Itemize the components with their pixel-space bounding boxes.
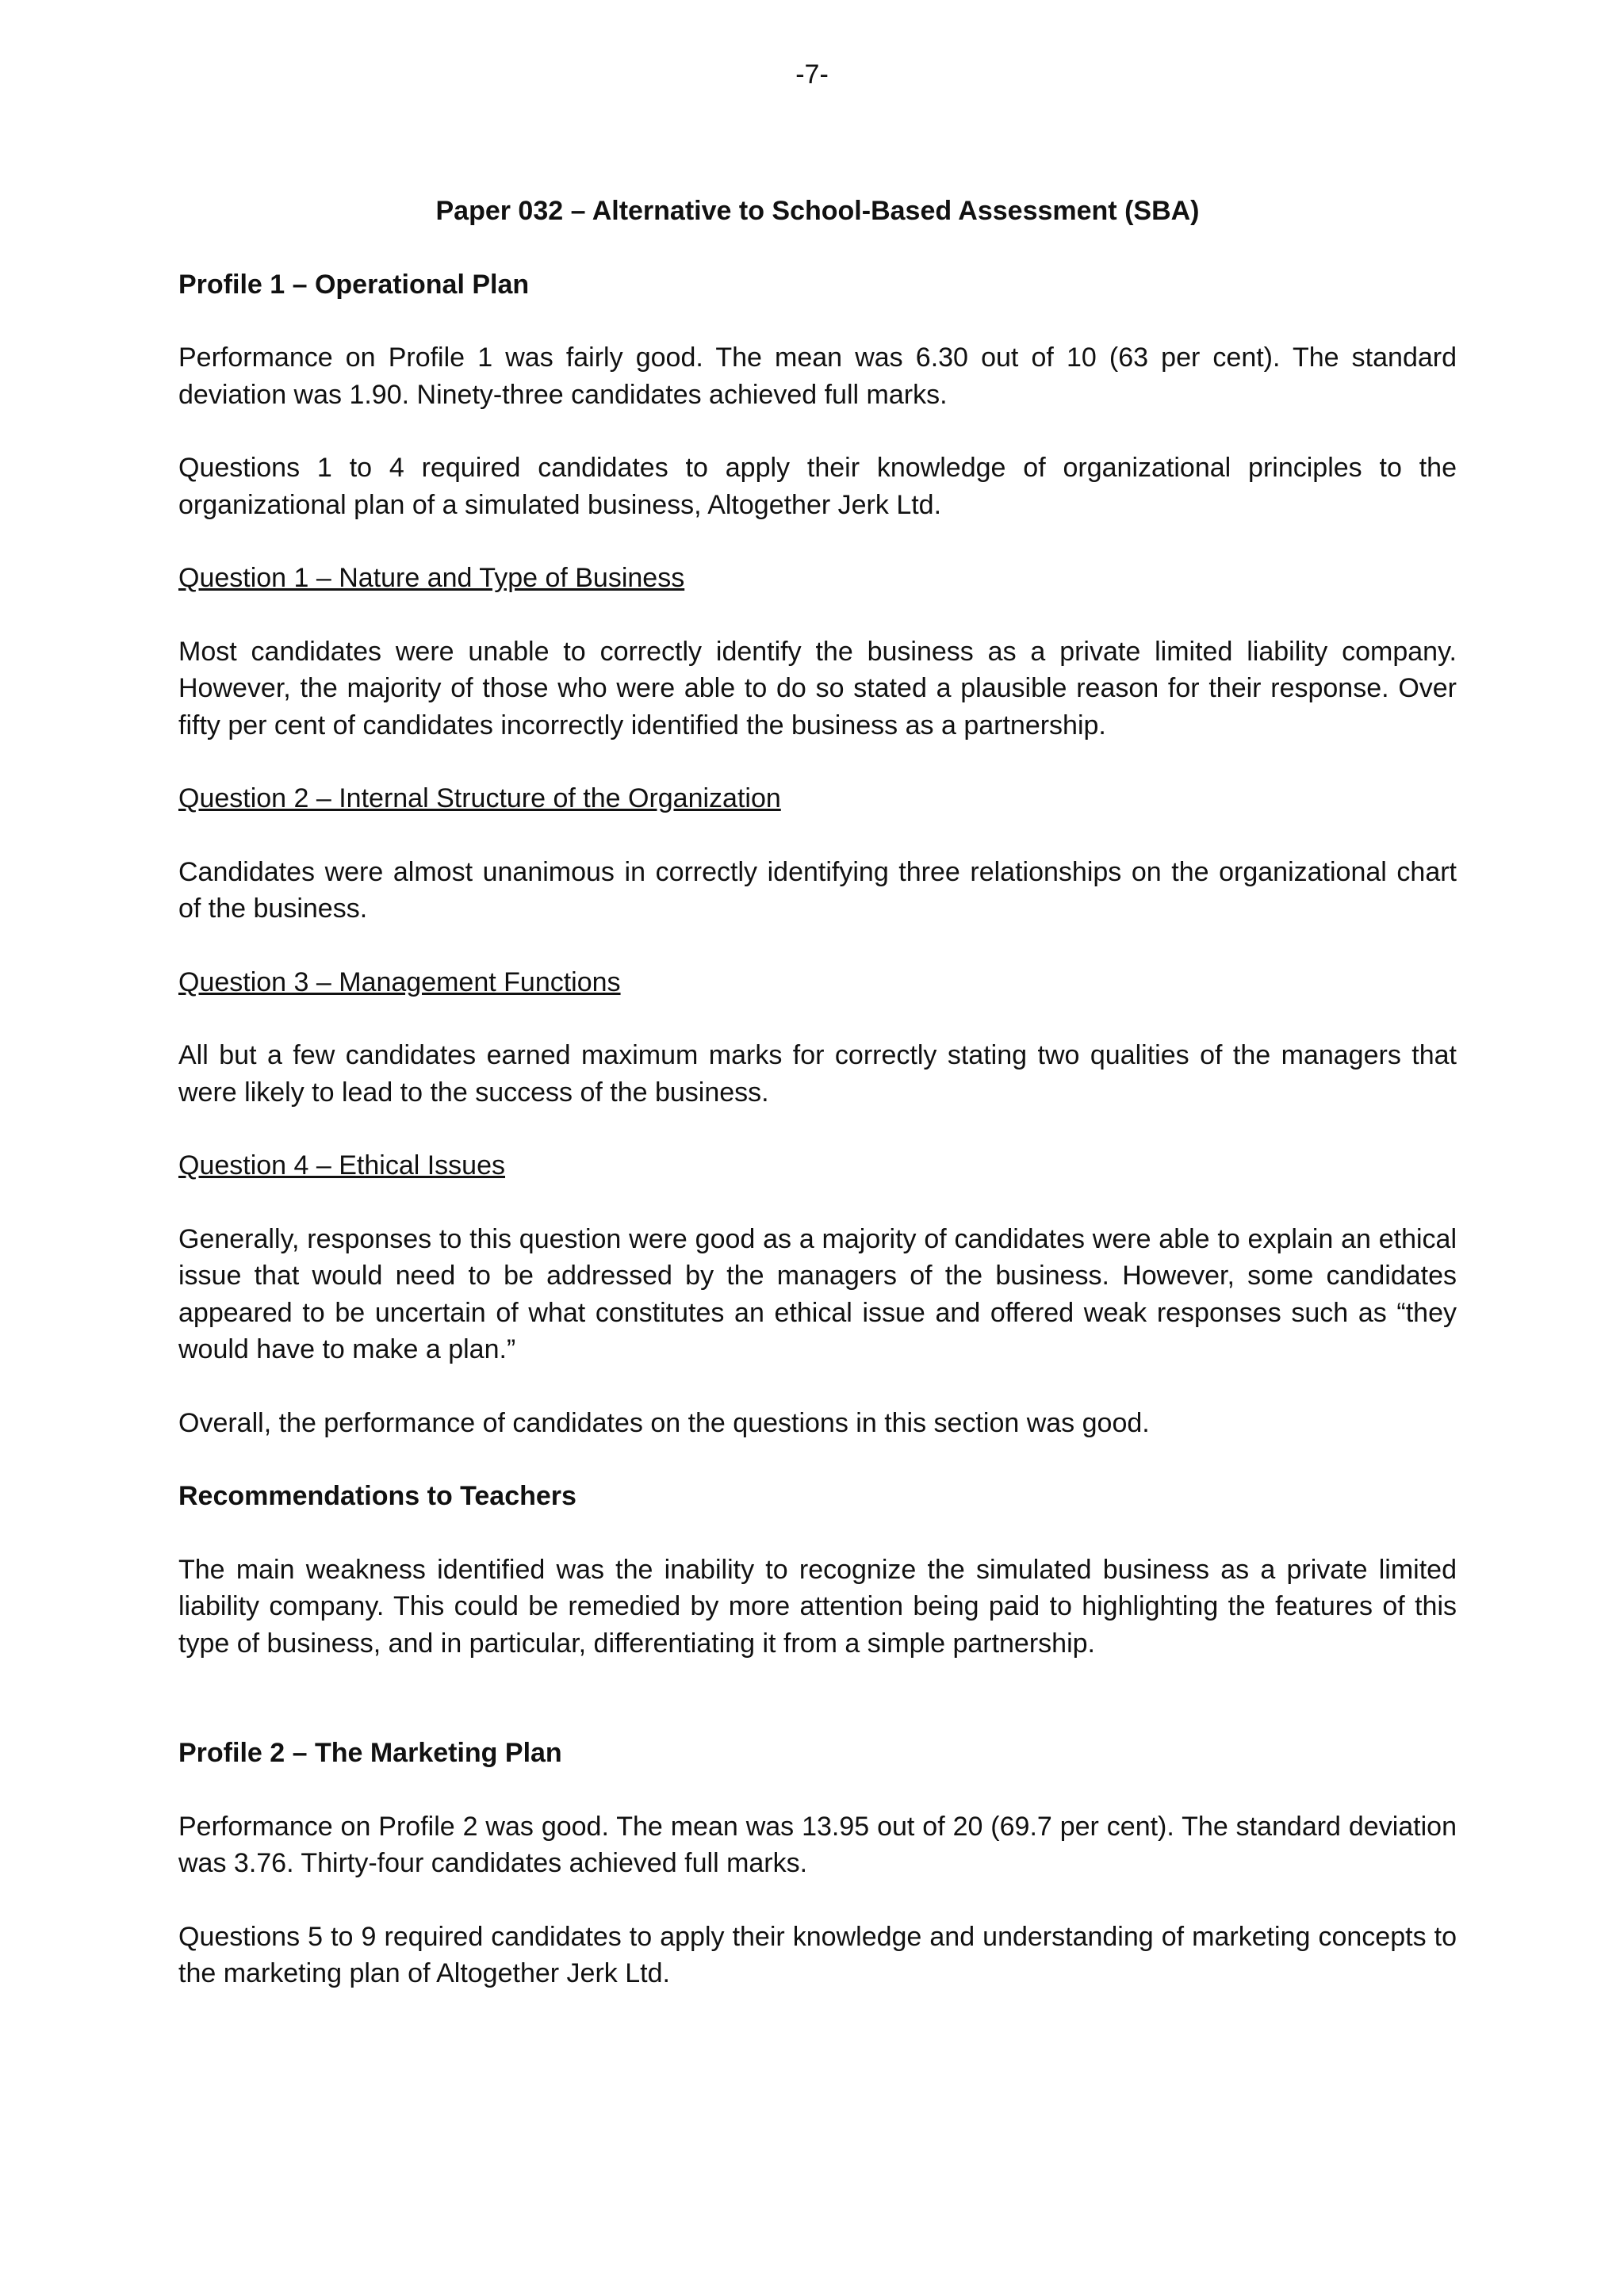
section-spacer: [178, 1698, 1457, 1735]
profile1-intro: Questions 1 to 4 required candidates to apply their knowledge of organizational principles to the organizational plan of a simulated business, Altogether Jerk Ltd.: [178, 453, 1457, 520]
report-content: [178, 193, 1457, 2029]
question1-heading: Question 1 – Nature and Type of Business: [178, 563, 685, 593]
question2-heading: Question 2 – Internal Structure of the Organization: [178, 783, 781, 813]
recommendations-heading: Recommendations to Teachers: [178, 1481, 576, 1511]
paper-title: Paper 032 – Alternative to School-Based Assessment (SBA): [435, 196, 1200, 226]
recommendations-text: The main weakness identified was the inability to recognize the simulated business as a private limited liability company. This could be remedied by more attention being paid to highlighting the features of this type of business, and in particular, differentiating it from a simple partnership.: [178, 1554, 1457, 1659]
profile1-heading: Profile 1 – Operational Plan: [178, 269, 530, 300]
question3-text: All but a few candidates earned maximum marks for correctly stating two qualities of the managers that were likely to lead to the success of the business.: [178, 1040, 1457, 1108]
question2-text: Candidates were almost unanimous in correctly identifying three relationships on the organizational chart of the business.: [178, 856, 1457, 924]
question1-text: Most candidates were unable to correctly identify the business as a private limited liability company. However, the majority of those who were able to do so stated a plausible reason for their response. Over fifty per cent of candidates incorrectly identified the business as a partnership.: [178, 636, 1457, 740]
question4-heading: Question 4 – Ethical Issues: [178, 1150, 506, 1181]
profile2-performance: Performance on Profile 2 was good. The mean was 13.95 out of 20 (69.7 per cent). The standard deviation was 3.76. Thirty-four candidates achieved full marks.: [178, 1811, 1457, 1878]
profile1-overall: Overall, the performance of candidates on the questions in this section was good.: [178, 1407, 1150, 1438]
profile1-performance: Performance on Profile 1 was fairly good. The mean was 6.30 out of 10 (63 per cent). The standard deviation was 1.90. Ninety-three candidates achieved full marks.: [178, 342, 1457, 410]
page-number: -7-: [795, 59, 829, 90]
question4-text: Generally, responses to this question were good as a majority of candidates were able to explain an ethical issue that would need to be addressed by the managers of the business. However, some candidates appeared to be uncertain of what constitutes an ethical issue and offered weak responses such as “they would have to make a plan.”: [178, 1223, 1457, 1364]
profile2-intro: Questions 5 to 9 required candidates to apply their knowledge and understanding of marketing concepts to the marketing plan of Altogether Jerk Ltd.: [178, 1921, 1457, 1988]
profile2-heading: Profile 2 – The Marketing Plan: [178, 1738, 562, 1768]
question3-heading: Question 3 – Management Functions: [178, 966, 621, 997]
